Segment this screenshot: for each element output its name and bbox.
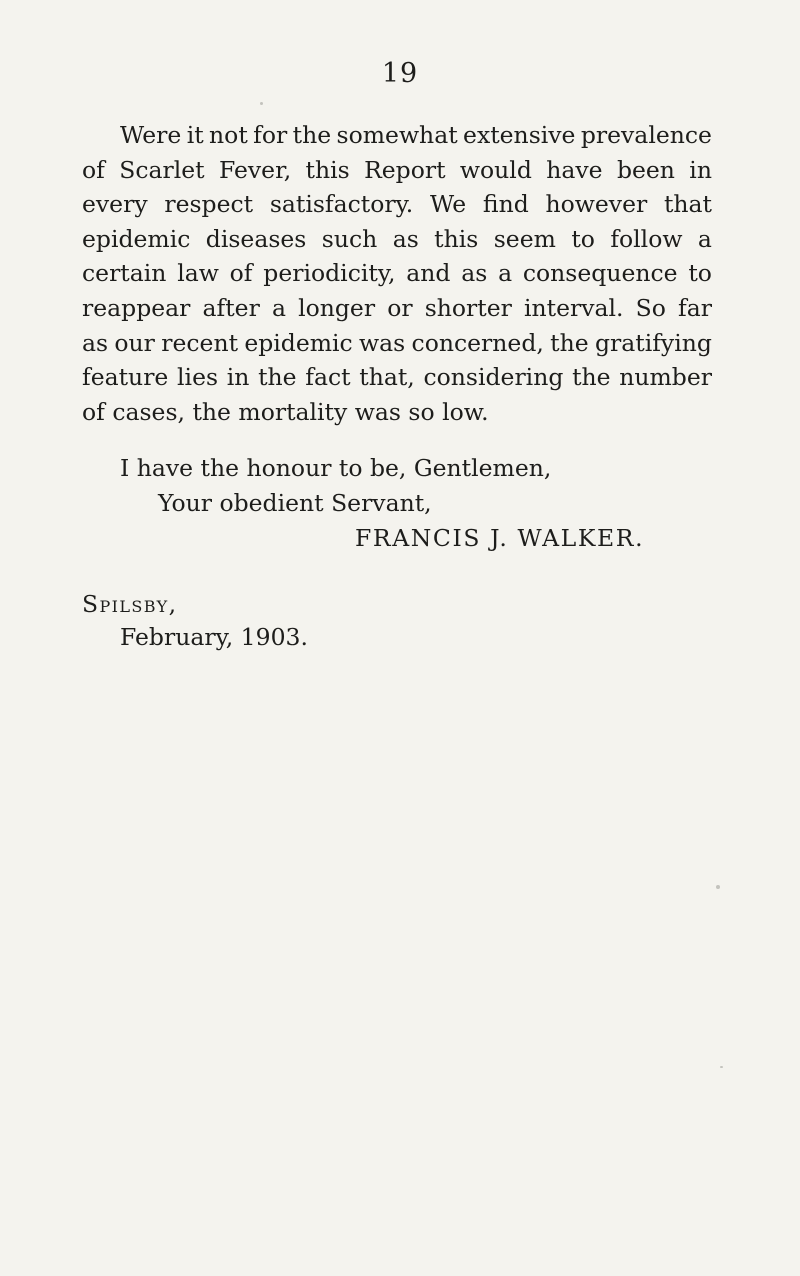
word: for (253, 121, 288, 149)
word: periodicity, (263, 259, 396, 288)
word: epidemic (244, 328, 353, 357)
word: shorter (424, 293, 512, 322)
word: as (392, 224, 419, 253)
word: and (406, 259, 451, 288)
word: recent (161, 328, 239, 357)
paper-speck (260, 102, 263, 105)
word: this (305, 155, 350, 184)
word: a (697, 224, 712, 253)
word: Scarlet (119, 155, 205, 184)
paragraph-line (82, 291, 712, 326)
word: considering (423, 363, 564, 392)
word: find (482, 190, 529, 219)
page-number: 19 (381, 58, 419, 89)
document-date: February, 1903. (120, 623, 308, 651)
word: this (434, 224, 479, 253)
word: of (229, 259, 253, 288)
paper-speck (716, 885, 720, 889)
word: Report (364, 155, 446, 184)
word: the (292, 121, 332, 149)
word: that (663, 190, 712, 219)
word: satisfactory. (269, 190, 414, 219)
word: concerned, (411, 328, 544, 357)
paper-speck (720, 1066, 723, 1068)
paragraph-line: of cases, the mortality was so low. (82, 397, 489, 426)
word: consequence (522, 259, 678, 288)
word: to (571, 224, 595, 253)
word: after (202, 293, 260, 322)
signature: FRANCIS J. WALKER. (355, 524, 645, 552)
word: interval. (524, 293, 624, 322)
paragraph-line (82, 187, 712, 222)
word: was (359, 328, 406, 357)
word: would (459, 155, 532, 184)
word: that, (359, 363, 415, 392)
word: Fever, (218, 155, 292, 184)
word: far (678, 293, 712, 322)
closing-salutation: I have the honour to be, Gentlemen, (120, 454, 552, 482)
paragraph-line (82, 326, 712, 361)
word: however (545, 190, 648, 219)
word: law (177, 259, 219, 288)
word: epidemic (82, 224, 191, 253)
word: prevalence (580, 121, 712, 149)
word: a (271, 293, 286, 322)
word: somewhat (336, 121, 458, 149)
word: of (82, 155, 105, 184)
word: it (186, 121, 204, 149)
word: Were (120, 121, 182, 149)
word: seem (493, 224, 556, 253)
word: or (387, 293, 413, 322)
word: the (258, 363, 297, 392)
paragraph-line (82, 222, 712, 257)
word: such (321, 224, 378, 253)
word: gratifying (594, 328, 712, 357)
word: certain (82, 259, 167, 288)
paragraph-line (82, 118, 712, 153)
word: a (498, 259, 513, 288)
word: as (82, 328, 109, 357)
word: been (616, 155, 675, 184)
word: So (635, 293, 666, 322)
word: our (114, 328, 155, 357)
word: extensive (463, 121, 576, 149)
word: the (550, 328, 589, 357)
word: respect (164, 190, 254, 219)
word: the (572, 363, 611, 392)
word: as (461, 259, 488, 288)
word: lies (177, 363, 219, 392)
word: to (688, 259, 712, 288)
word: longer (298, 293, 376, 322)
word: diseases (205, 224, 307, 253)
paragraph-line (82, 256, 712, 291)
word: every (82, 190, 148, 219)
place-name: Spilsby, (82, 590, 178, 618)
word: in (689, 155, 712, 184)
paragraph-line (82, 360, 712, 395)
body-paragraph (82, 118, 712, 429)
word: number (619, 363, 712, 392)
word: reappear (82, 293, 191, 322)
word: follow (610, 224, 683, 253)
word: have (546, 155, 603, 184)
closing-servant: Your obedient Servant, (158, 489, 432, 517)
word: We (430, 190, 467, 219)
word: not (209, 121, 248, 149)
paragraph-line (82, 153, 712, 188)
word: fact (305, 363, 351, 392)
word: feature (82, 363, 169, 392)
word: in (226, 363, 250, 392)
